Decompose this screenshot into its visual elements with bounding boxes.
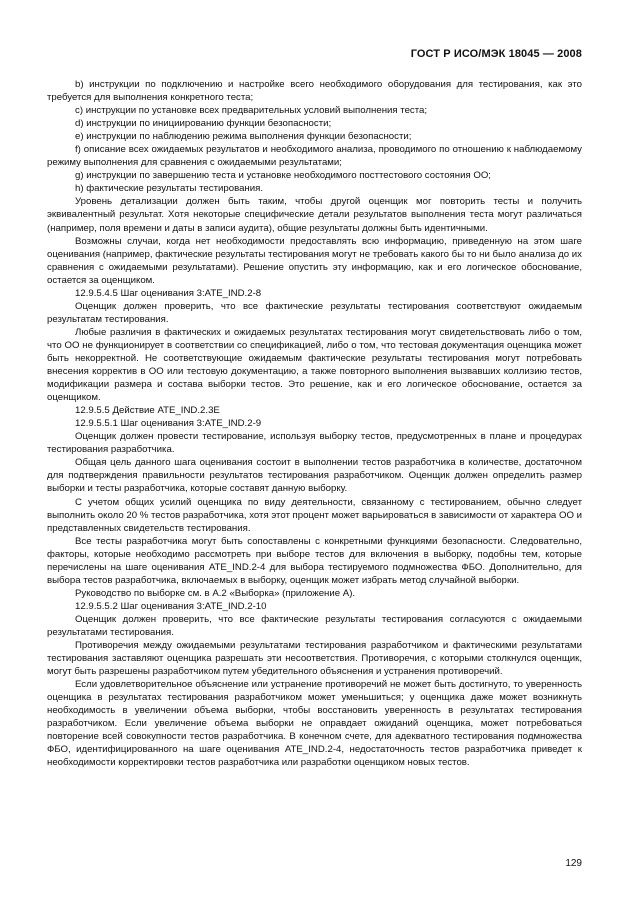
list-item-e: e) инструкции по наблюдению режима выполнения функции безопасности; — [75, 131, 412, 143]
list-item-h: h) фактические результаты тестирования. — [75, 183, 264, 195]
list-item-g: g) инструкции по завершению теста и установке необходимого посттестового состояния ОО; — [75, 170, 491, 182]
paragraph: Противоречия между ожидаемыми результатами тестирования разработчиком и фактическими результатами тестирования заставляют оценщика разрешать эти несоответствия. Противоречия, с которыми столкнулся оценщик, могут быть разрешены разработчиком путем убедительного объяснения и устранения противоречий. — [47, 640, 582, 678]
paragraph: Уровень детализации должен быть таким, чтобы другой оценщик мог повторить тесты и получить эквивалентный результат. Хотя некоторые специфические детали результатов выполнения теста могут различаться (например, поля времени и даты в записи аудита), общие результаты должны быть идентичными. — [47, 196, 582, 234]
list-item-f: f) описание всех ожидаемых результатов и необходимого анализа, проводимого по отношению к наблюдаемому режиму выполнения для сравнения с ожидаемыми результатами; — [47, 144, 582, 169]
page-number: 129 — [565, 858, 582, 869]
paragraph: Возможны случаи, когда нет необходимости предоставлять всю информацию, приведенную на этом шаге оценивания (например, фактические результаты тестирования могут не требовать какого бы то ни было анализа до их сравнения с ожидаемыми результатами). Решение опустить эту информацию, как и его логическое обоснование, остается за оценщиком. — [47, 235, 582, 286]
paragraph: Все тесты разработчика могут быть сопоставлены с конкретными функциями безопасности. Следовательно, факторы, которые необходимо рассмотреть при выборе тестов для включения в выборку, подобны тем, которые перечислены на шаге оценивания ATE_IND.2-4 для выбора тестируемого подмножества ФБО. Дополнительно, для выбора тестов разработчика, включаемых в выборку, оценщик может избрать метод случайной выборки. — [47, 535, 582, 586]
section-heading: 12.9.5.5 Действие ATE_IND.2.3E — [75, 405, 220, 417]
paragraph: С учетом общих усилий оценщика по виду деятельности, связанному с тестированием, обычно следует выполнить около 20 % тестов разработчика, хотя этот процент может варьироваться в зависимости от характера ОО и представленных свидетельств тестирования. — [47, 496, 582, 534]
paragraph: Руководство по выборке см. в А.2 «Выборка» (приложение А). — [75, 587, 356, 599]
paragraph: Любые различия в фактических и ожидаемых результатах тестирования могут свидетельствовать либо о том, что ОО не функционирует в соответствии со спецификацией, либо о том, что тестовая документация оценщика может быть некорректной. Не соответствующие ожидаемым фактические результаты тестирования могут потребовать внесения корректив в ОО или тестовую документацию, а также повторного выполнения вызвавших коллизию тестов, модификации размера и состава выборки тестов. Это решение, как и его логическое обоснование, остается за оценщиком. — [47, 326, 582, 404]
section-heading: 12.9.5.4.5 Шаг оценивания 3:ATE_IND.2-8 — [75, 287, 262, 299]
paragraph: Общая цель данного шага оценивания состоит в выполнении тестов разработчика в количестве, достаточном для подтверждения правильности результатов тестирования разработчиком. Оценщик должен определить размер выборки и тесты разработчика, которые составят данную выборку. — [47, 457, 582, 495]
list-item-c: c) инструкции по установке всех предварительных условий выполнения теста; — [75, 105, 428, 117]
paragraph: Оценщик должен провести тестирование, используя выборку тестов, предусмотренных в плане и процедурах тестирования разработчика. — [47, 431, 582, 456]
list-item-b: b) инструкции по подключению и настройке всего необходимого оборудования для тестирования, как это требуется для выполнения конкретного теста; — [47, 79, 582, 104]
standard-header: ГОСТ Р ИСО/МЭК 18045 — 2008 — [410, 48, 582, 60]
body-text — [47, 78, 582, 769]
paragraph: Оценщик должен проверить, что все фактические результаты тестирования соответствуют ожидаемым результатам тестирования. — [47, 300, 582, 325]
section-heading: 12.9.5.5.1 Шаг оценивания 3:ATE_IND.2-9 — [75, 418, 262, 430]
list-item-d: d) инструкции по инициированию функции безопасности; — [75, 118, 332, 130]
paragraph: Если удовлетворительное объяснение или устранение противоречий не может быть достигнуто, то уверенность оценщика в результатах тестирования разработчиком может уменьшиться; у оценщика даже может возникнуть необходимость в увеличении объема выборки, чтобы восстановить уверенность в результатах тестирования разработчиком. Если увеличение объема выборки не оправдает ожиданий оценщика, может потребоваться повторение всей совокупности тестов разработчика. В конечном счете, для адекватного тестирования подмножества ФБО, идентифицированного на шаге оценивания ATE_IND.2-4, недостаточность тестов разработчика приведет к необходимости корректировки тестов разработчика или разработки оценщиком новых тестов. — [47, 679, 582, 769]
paragraph: Оценщик должен проверить, что все фактические результаты тестирования согласуются с ожидаемыми результатами тестирования. — [47, 613, 582, 638]
section-heading: 12.9.5.5.2 Шаг оценивания 3:ATE_IND.2-10 — [75, 600, 267, 612]
